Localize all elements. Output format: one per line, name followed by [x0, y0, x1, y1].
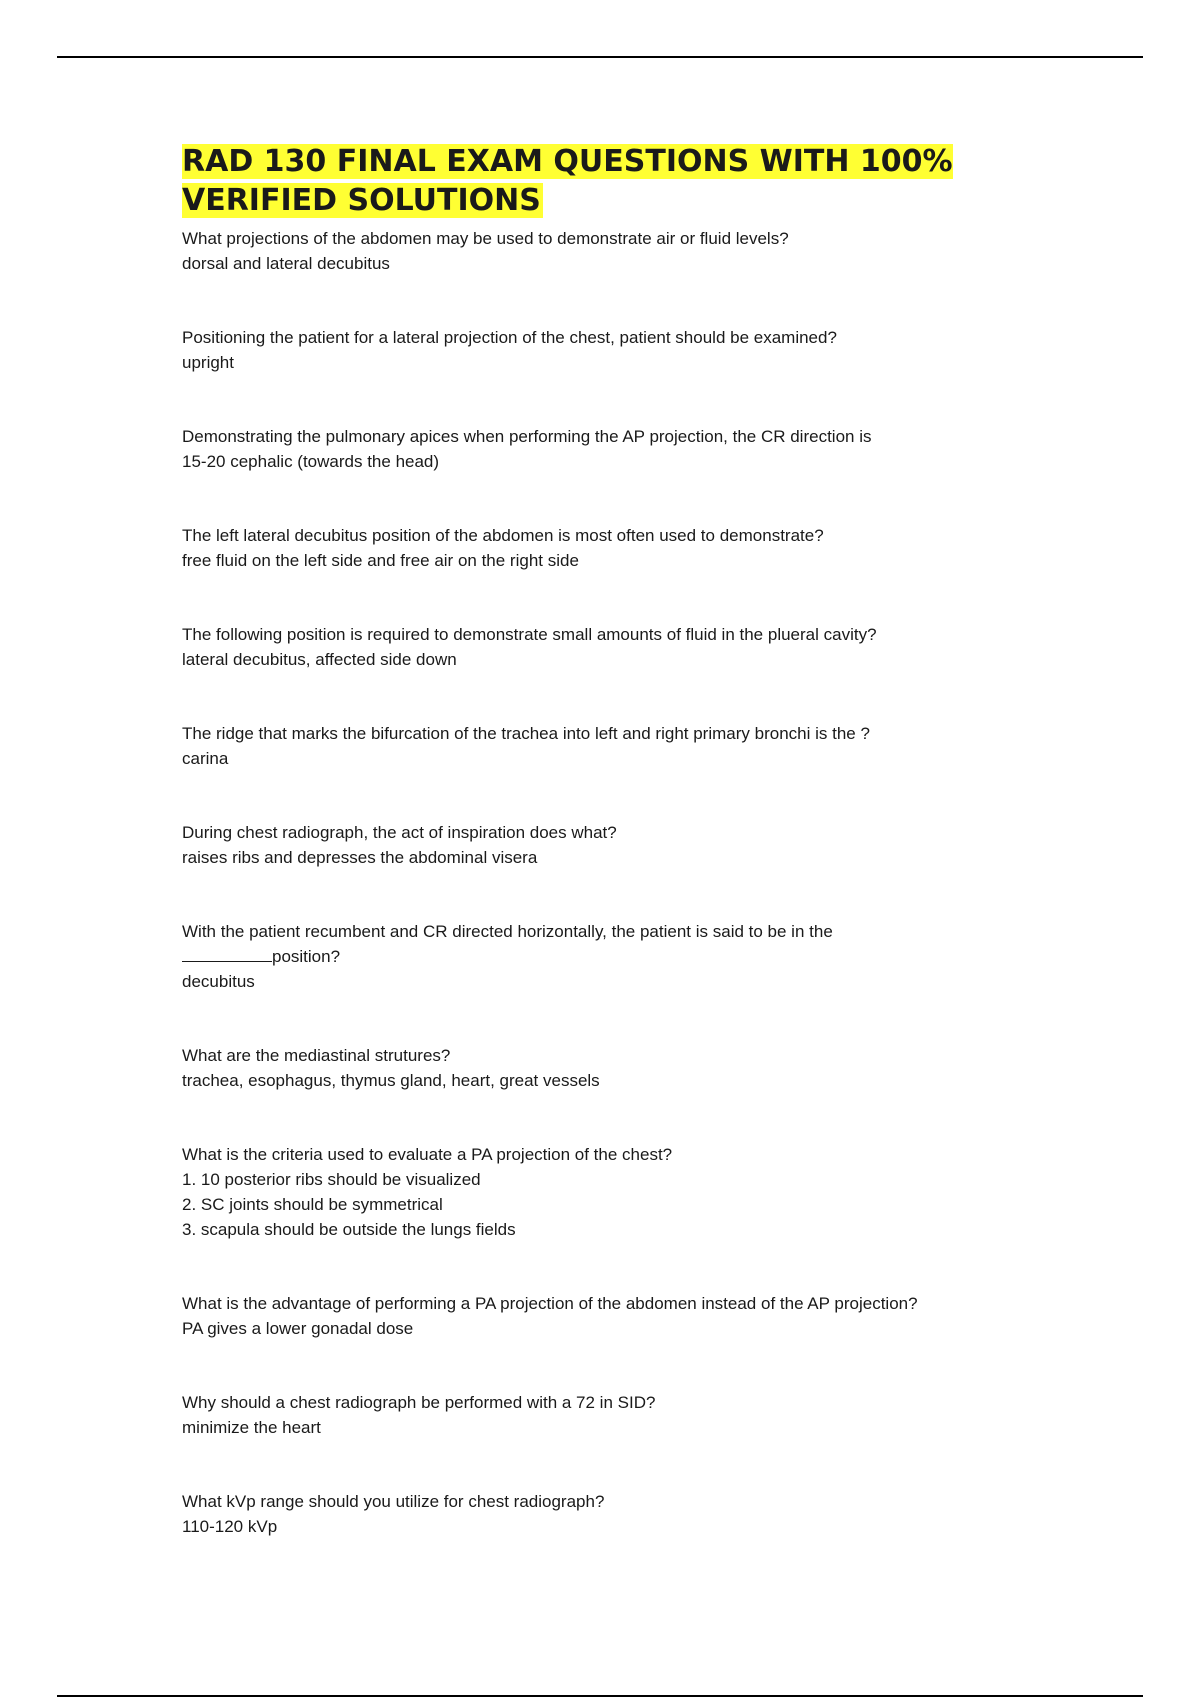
qa-item	[182, 1043, 1062, 1093]
qa-item	[182, 1489, 1062, 1539]
answer-line: 2. SC joints should be symmetrical	[182, 1195, 443, 1214]
answer-line: 1. 10 posterior ribs should be visualized	[182, 1170, 481, 1189]
document-title	[182, 142, 1062, 220]
fill-in-blank	[182, 944, 272, 962]
answer-text: upright	[182, 353, 234, 372]
answer-line: 3. scapula should be outside the lungs fields	[182, 1220, 516, 1239]
document-body	[182, 142, 1062, 1588]
header-rule	[57, 56, 1143, 58]
qa-item	[182, 919, 1062, 994]
question-text: What is the criteria used to evaluate a PA projection of the chest?	[182, 1145, 673, 1164]
answer-text: carina	[182, 749, 229, 768]
question-text: What kVp range should you utilize for chest radiograph?	[182, 1492, 605, 1511]
question-text: The following position is required to demonstrate small amounts of fluid in the plueral cavity?	[182, 625, 877, 644]
question-text: The ridge that marks the bifurcation of the trachea into left and right primary bronchi is the ?	[182, 724, 870, 743]
answer-text: raises ribs and depresses the abdominal visera	[182, 848, 538, 867]
qa-item	[182, 1291, 1062, 1341]
answer-text: trachea, esophagus, thymus gland, heart, great vessels	[182, 1071, 600, 1090]
qa-item	[182, 424, 1062, 474]
answer-text: free fluid on the left side and free air on the right side	[182, 551, 579, 570]
question-text: What is the advantage of performing a PA projection of the abdomen instead of the AP projection?	[182, 1294, 918, 1313]
footer-rule	[57, 1695, 1143, 1697]
qa-item	[182, 1142, 1062, 1242]
question-text: Demonstrating the pulmonary apices when performing the AP projection, the CR direction is	[182, 427, 872, 446]
qa-item	[182, 325, 1062, 375]
qa-item	[182, 721, 1062, 771]
answer-text: 110-120 kVp	[182, 1517, 278, 1536]
question-text: With the patient recumbent and CR directed horizontally, the patient is said to be in the	[182, 922, 833, 941]
question-text: Why should a chest radiograph be performed with a 72 in SID?	[182, 1393, 656, 1412]
question-text: What projections of the abdomen may be used to demonstrate air or fluid levels?	[182, 229, 789, 248]
question-text: What are the mediastinal strutures?	[182, 1046, 451, 1065]
answer-text: PA gives a lower gonadal dose	[182, 1319, 414, 1338]
question-text: Positioning the patient for a lateral projection of the chest, patient should be examined?	[182, 328, 837, 347]
qa-item	[182, 622, 1062, 672]
answer-text: lateral decubitus, affected side down	[182, 650, 457, 669]
qa-item	[182, 820, 1062, 870]
qa-item	[182, 1390, 1062, 1440]
answer-text: dorsal and lateral decubitus	[182, 254, 390, 273]
answer-text: decubitus	[182, 972, 255, 991]
question-text-line2: position?	[272, 947, 341, 966]
question-continuation	[182, 944, 1062, 969]
answer-text: minimize the heart	[182, 1418, 321, 1437]
qa-item	[182, 523, 1062, 573]
title-highlight: RAD 130 FINAL EXAM QUESTIONS WITH 100% VERIFIED SOLUTIONS	[182, 144, 953, 218]
question-text: The left lateral decubitus position of the abdomen is most often used to demonstrate?	[182, 526, 824, 545]
question-text: During chest radiograph, the act of inspiration does what?	[182, 823, 617, 842]
qa-item	[182, 226, 1062, 276]
answer-text: 15-20 cephalic (towards the head)	[182, 452, 440, 471]
